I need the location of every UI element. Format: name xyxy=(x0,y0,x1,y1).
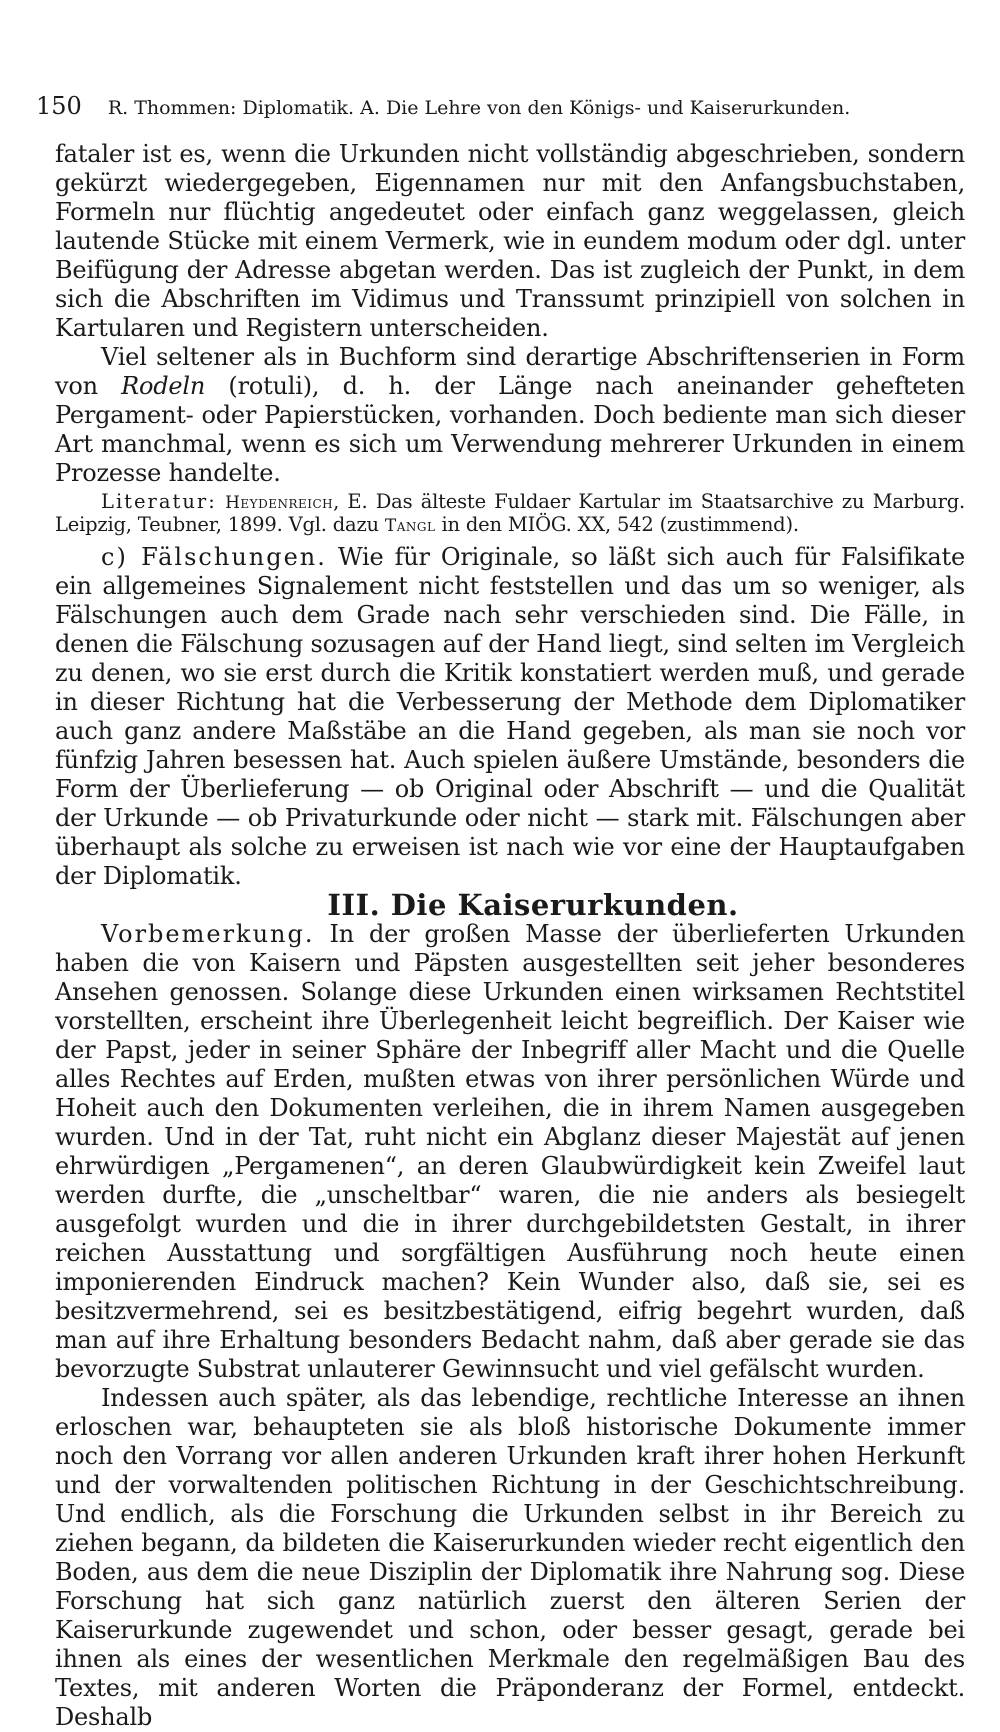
paragraph-4-text: In der großen Masse der überlieferten Urkunden haben die von Kaisern und Päpsten ausgestellten seit jeher besonderes Ansehen genossen. Solange diese Urkunden einen wirksamen Rechtstitel vorstellten, erscheint ihre Überlegenheit leicht begreiflich. Der Kaiser wie der Papst, jeder in seiner Sphäre der Inbegriff aller Macht und die Quelle alles Rechtes auf Erden, mußten etwas von ihrer persönlichen Würde und Hoheit auch den Dokumenten verleihen, die in ihrem Namen ausgegeben wurden. Und in der Tat, ruht nicht ein Abglanz dieser Majestät auf jenen ehrwürdigen „Pergamenen“, an deren Glaubwürdigkeit kein Zweifel laut werden durfte, die „unscheltbar“ waren, die nie anders als besiegelt ausgefolgt wurden und die in ihrer durchgebildetsten Gestalt, in ihrer reichen Ausstattung und sorgfältigen Ausführung noch heute einen imponierenden Eindruck machen? Kein Wunder also, daß sie, sei es besitzvermehrend, sei es besitzbestätigend, eifrig begehrt wurden, daß man auf ihre Erhaltung besonders Bedacht nahm, daß aber gerade sie das bevorzugte Substrat unlauterer Gewinnsucht und viel gefälscht wurden. xyxy=(55,920,965,1383)
literature-author: Heydenreich xyxy=(225,493,334,513)
literature-note xyxy=(55,491,965,537)
vorbemerkung-label: Vorbemerkung. xyxy=(101,920,315,948)
literature-tangl: Tangl xyxy=(384,516,436,536)
paragraph-5: Indessen auch später, als das lebendige, rechtliche Interesse an ihnen erloschen war, behaupteten sie als bloß historische Dokumente immer noch den Vorrang vor allen anderen Urkunden kraft ihrer hohen Herkunft und der vorwaltenden politischen Richtung in der Geschichtschreibung. Und endlich, als die Forschung die Urkunden selbst in ihr Bereich zu ziehen begann, da bildeten die Kaiserurkunden wieder recht eigentlich den Boden, aus dem die neue Disziplin der Diplomatik ihre Nahrung sog. Diese Forschung hat sich ganz natürlich zuerst den älteren Serien der Kaiserurkunde zugewendet und schon, oder besser gesagt, gerade bei ihnen als eines der wesentlichen Merkmale den regelmäßigen Bau des Textes, mit anderen Worten die Präponderanz der Formel, entdeckt. Deshalb xyxy=(55,1384,965,1731)
section-heading: III. Die Kaiserurkunden. xyxy=(327,888,739,922)
paragraph-2 xyxy=(55,343,965,488)
literature-label: Literatur: xyxy=(101,490,217,513)
paragraph-3 xyxy=(55,543,965,891)
paragraph-2-start: Viel seltener als in Buchform sind derartige Abschriftenserien in Form von xyxy=(55,343,965,400)
paragraph-2-rest: (rotuli), d. h. der Länge nach aneinander gehefteten Pergament- oder Papierstücken, vorhanden. Doch bediente man sich dieser Art manchmal, wenn es sich um Verwendung mehrerer Urkunden in einem Prozesse handelte. xyxy=(55,372,966,487)
paragraph-1: fataler ist es, wenn die Urkunden nicht vollständig abgeschrieben, sondern gekürzt wiedergegeben, Eigennamen nur mit den Anfangsbuchstaben, Formeln nur flüchtig angedeutet oder einfach ganz weggelassen, gleich lautende Stücke mit einem Vermerk, wie in eundem modum oder dgl. unter Beifügung der Adresse abgetan werden. Das ist zugleich der Punkt, in dem sich die Abschriften im Vidimus und Transsumt prinzipiell von solchen in Kartularen und Registern unterscheiden. xyxy=(55,140,965,342)
running-title: R. Thommen: Diplomatik. A. Die Lehre von den Königs- und Kaiserurkunden. xyxy=(107,97,851,119)
section-c-label: c) Fälschungen. xyxy=(101,543,327,571)
body-text xyxy=(55,140,965,1732)
page-number: 150 xyxy=(36,92,82,120)
term-rodeln: Rodeln xyxy=(121,372,206,400)
running-header xyxy=(36,94,916,120)
paragraph-4 xyxy=(55,920,965,1384)
literature-text-1: , E. Das älteste Fuldaer Kartular im Staatsarchive zu Marburg. Leipzig, Teubner, 1899. Vgl. dazu xyxy=(55,490,965,536)
literature-text-2: in den MIÖG. XX, 542 (zustimmend). xyxy=(441,513,799,536)
paragraph-3-text: Wie für Originale, so läßt sich auch für Falsifikate ein allgemeines Signalement nicht feststellen und das um so weniger, als Fälschungen auch dem Grade nach sehr verschieden sind. Die Fälle, in denen die Fälschung sozusagen auf der Hand liegt, sind selten im Vergleich zu denen, wo sie erst durch die Kritik konstatiert werden muß, und gerade in dieser Richtung hat die Verbesserung der Methode dem Diplomatiker auch ganz andere Maßstäbe an die Hand gegeben, als man sie noch vor fünfzig Jahren besessen hat. Auch spielen äußere Umstände, besonders die Form der Überlieferung — ob Original oder Abschrift — und die Qualität der Urkunde — ob Privaturkunde oder nicht — stark mit. Fälschungen aber überhaupt als solche zu erweisen ist nach wie vor eine der Hauptaufgaben der Diplomatik. xyxy=(55,543,965,890)
